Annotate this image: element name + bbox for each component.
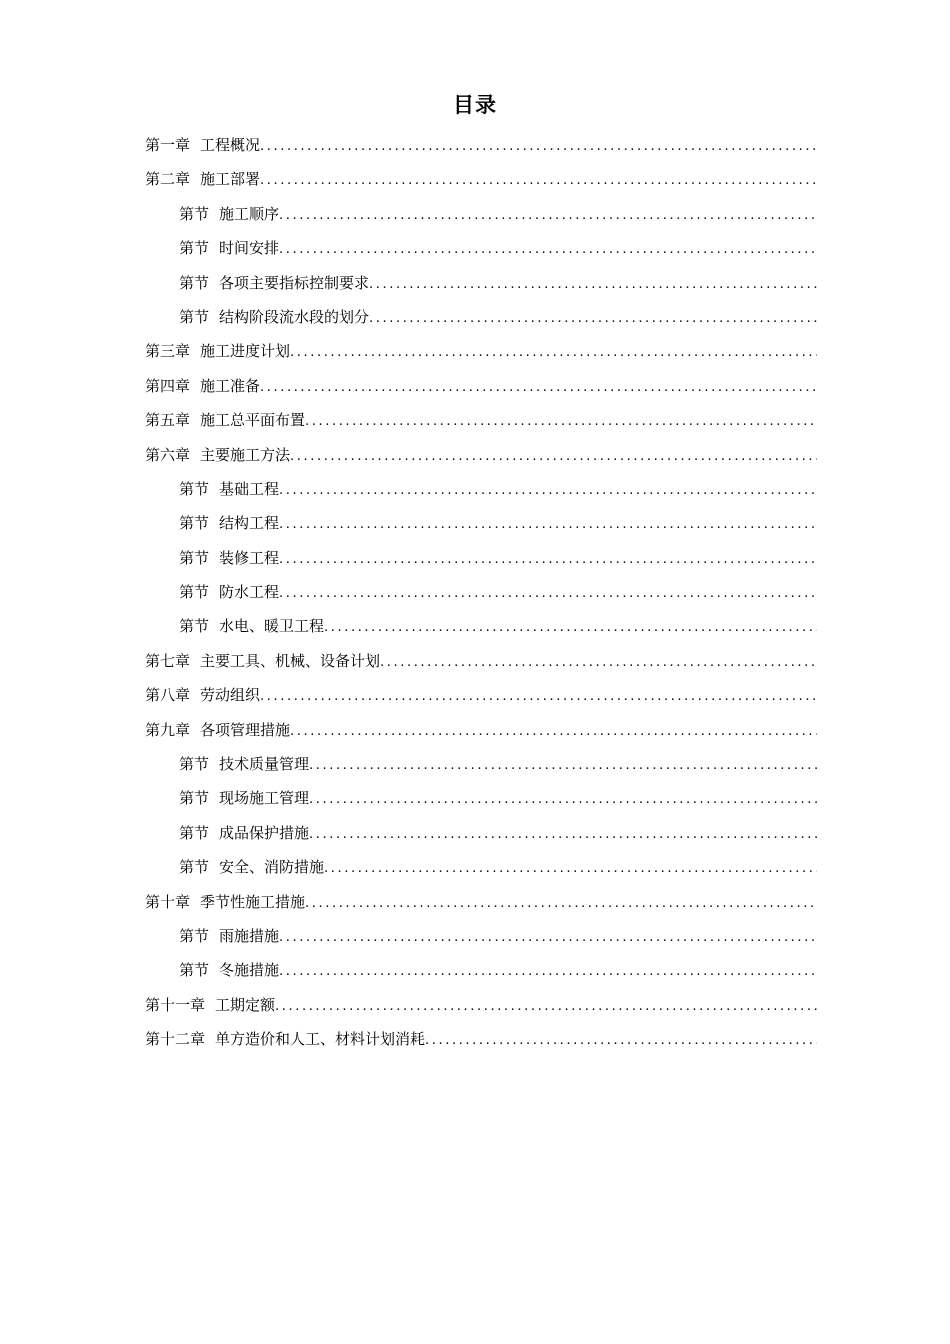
toc-entry-number: 第八章 — [145, 686, 191, 705]
toc-dot-leader — [260, 130, 817, 162]
toc-dot-leader — [309, 749, 817, 781]
toc-chapter-entry[interactable] — [145, 885, 817, 919]
toc-entry-number: 第一章 — [145, 136, 191, 154]
toc-section-entry[interactable] — [145, 953, 817, 987]
toc-entry-title: 施工准备 — [200, 376, 261, 395]
toc-chapter-entry[interactable] — [145, 438, 817, 472]
toc-chapter-entry[interactable] — [145, 1022, 817, 1056]
toc-entry-title: 水电、暖卫工程 — [219, 617, 325, 636]
toc-dot-leader — [279, 955, 817, 987]
toc-dot-leader — [279, 508, 817, 540]
toc-entry-number: 第七章 — [145, 651, 191, 670]
toc-chapter-entry[interactable] — [145, 678, 817, 712]
toc-dot-leader — [260, 371, 817, 403]
toc-entry-title: 装修工程 — [219, 548, 280, 567]
toc-entry-number: 第五章 — [145, 411, 191, 430]
toc-entry-title: 结构工程 — [219, 514, 280, 533]
toc-entry-number: 第节 — [179, 583, 210, 602]
toc-section-entry[interactable] — [145, 781, 817, 815]
toc-chapter-entry[interactable] — [145, 334, 817, 368]
toc-entry-number: 第十一章 — [145, 995, 206, 1014]
toc-section-entry[interactable] — [145, 506, 817, 540]
toc-entry-number: 第节 — [179, 858, 210, 877]
toc-section-entry[interactable] — [145, 472, 817, 506]
toc-entry-title: 技术质量管理 — [219, 755, 310, 774]
toc-entry-title: 各项管理措施 — [200, 720, 291, 739]
toc-entry-title: 施工总平面布置 — [200, 411, 306, 430]
toc-dot-leader — [369, 268, 817, 300]
toc-entry-title: 季节性施工措施 — [200, 892, 306, 911]
toc-entry-number: 第节 — [179, 755, 210, 774]
toc-dot-leader — [309, 818, 817, 850]
toc-entry-title: 劳动组织 — [200, 686, 261, 705]
toc-entry-title: 主要施工方法 — [200, 445, 291, 464]
toc-dot-leader — [369, 302, 817, 334]
toc-entry-number: 第六章 — [145, 445, 191, 464]
toc-dot-leader — [324, 852, 817, 884]
toc-chapter-entry[interactable] — [145, 988, 817, 1022]
toc-dot-leader — [324, 611, 817, 643]
toc-dot-leader — [279, 921, 817, 953]
toc-entry-number: 第节 — [179, 548, 210, 567]
toc-chapter-entry[interactable] — [145, 128, 817, 162]
toc-chapter-entry[interactable] — [145, 713, 817, 747]
toc-dot-leader — [260, 680, 817, 712]
toc-entry-title: 现场施工管理 — [219, 789, 310, 808]
toc-section-entry[interactable] — [145, 300, 817, 334]
toc-dot-leader — [309, 783, 817, 815]
toc-entry-title: 施工部署 — [200, 170, 261, 189]
toc-section-entry[interactable] — [145, 850, 817, 884]
toc-dot-leader — [380, 646, 817, 678]
toc-entry-title: 雨施措施 — [219, 926, 280, 945]
toc-section-entry[interactable] — [145, 231, 817, 265]
toc-entry-title: 各项主要指标控制要求 — [219, 273, 370, 292]
toc-entry-number: 第节 — [179, 823, 210, 842]
toc-entry-number: 第四章 — [145, 376, 191, 395]
toc-dot-leader — [279, 577, 817, 609]
toc-entry-title: 工程概况 — [200, 136, 261, 154]
table-of-contents — [145, 128, 817, 1057]
toc-entry-title: 施工顺序 — [219, 204, 280, 223]
toc-section-entry[interactable] — [145, 609, 817, 643]
toc-entry-title: 结构阶段流水段的划分 — [219, 307, 370, 326]
toc-section-entry[interactable] — [145, 266, 817, 300]
toc-entry-number: 第三章 — [145, 342, 191, 361]
toc-entry-number: 第节 — [179, 479, 210, 498]
toc-entry-number: 第十章 — [145, 892, 191, 911]
toc-dot-leader — [305, 405, 817, 437]
toc-title: 目录 — [453, 93, 497, 117]
toc-entry-number: 第节 — [179, 926, 210, 945]
toc-entry-title: 工期定额 — [215, 995, 276, 1014]
toc-section-entry[interactable] — [145, 575, 817, 609]
toc-entry-number: 第节 — [179, 307, 210, 326]
toc-dot-leader — [279, 199, 817, 231]
toc-entry-number: 第九章 — [145, 720, 191, 739]
toc-section-entry[interactable] — [145, 541, 817, 575]
toc-chapter-entry[interactable] — [145, 162, 817, 196]
toc-dot-leader — [279, 543, 817, 575]
toc-section-entry[interactable] — [145, 919, 817, 953]
toc-chapter-entry[interactable] — [145, 403, 817, 437]
toc-chapter-entry[interactable] — [145, 644, 817, 678]
toc-entry-title: 基础工程 — [219, 479, 280, 498]
toc-entry-number: 第十二章 — [145, 1030, 206, 1049]
toc-dot-leader — [290, 440, 817, 472]
toc-dot-leader — [275, 990, 817, 1022]
toc-entry-number: 第节 — [179, 617, 210, 636]
toc-dot-leader — [279, 474, 817, 506]
toc-entry-title: 防水工程 — [219, 583, 280, 602]
toc-entry-title: 时间安排 — [219, 239, 280, 258]
toc-entry-number: 第节 — [179, 961, 210, 980]
toc-dot-leader — [279, 233, 817, 265]
toc-section-entry[interactable] — [145, 747, 817, 781]
toc-dot-leader — [260, 164, 817, 196]
toc-dot-leader — [290, 715, 817, 747]
toc-entry-title: 安全、消防措施 — [219, 858, 325, 877]
toc-entry-number: 第节 — [179, 273, 210, 292]
toc-section-entry[interactable] — [145, 197, 817, 231]
toc-section-entry[interactable] — [145, 816, 817, 850]
toc-dot-leader — [425, 1024, 817, 1056]
toc-entry-title: 单方造价和人工、材料计划消耗 — [215, 1030, 426, 1049]
toc-chapter-entry[interactable] — [145, 369, 817, 403]
toc-entry-title: 冬施措施 — [219, 961, 280, 980]
toc-entry-number: 第节 — [179, 789, 210, 808]
toc-dot-leader — [290, 336, 817, 368]
toc-dot-leader — [305, 887, 817, 919]
toc-entry-title: 主要工具、机械、设备计划 — [200, 651, 381, 670]
toc-entry-number: 第节 — [179, 514, 210, 533]
toc-entry-number: 第节 — [179, 204, 210, 223]
toc-entry-number: 第二章 — [145, 170, 191, 189]
toc-entry-title: 成品保护措施 — [219, 823, 310, 842]
toc-entry-title: 施工进度计划 — [200, 342, 291, 361]
toc-entry-number: 第节 — [179, 239, 210, 258]
